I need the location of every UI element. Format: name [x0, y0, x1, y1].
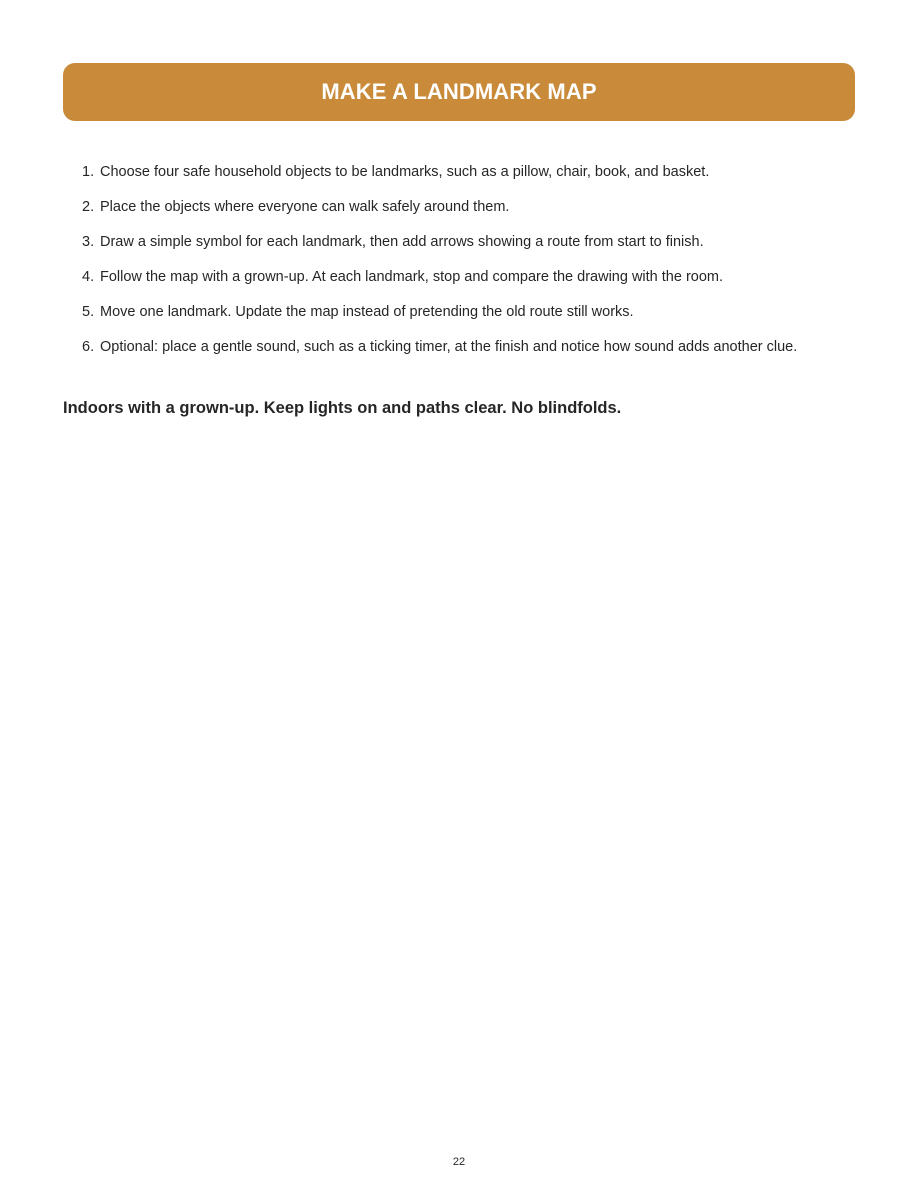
safety-note: Indoors with a grown-up. Keep lights on and paths clear. No blindfolds. — [63, 399, 622, 417]
instruction-list — [82, 163, 832, 373]
step-number: 6. — [82, 339, 95, 355]
list-item — [82, 268, 832, 286]
step-number: 2. — [82, 199, 95, 215]
step-text: Follow the map with a grown-up. At each landmark, stop and compare the drawing with the room. — [100, 269, 724, 285]
list-item — [82, 303, 832, 321]
page-number: 22 — [452, 1156, 466, 1168]
step-number: 1. — [82, 164, 95, 180]
step-text: Choose four safe household objects to be landmarks, such as a pillow, chair, book, and basket. — [100, 164, 710, 180]
list-item — [82, 233, 832, 251]
page-title: MAKE A LANDMARK MAP — [321, 79, 597, 104]
list-item — [82, 198, 832, 216]
step-text: Optional: place a gentle sound, such as a ticking timer, at the finish and notice how sound adds another clue. — [100, 339, 798, 355]
step-number: 5. — [82, 304, 95, 320]
step-number: 4. — [82, 269, 95, 285]
step-text: Draw a simple symbol for each landmark, then add arrows showing a route from start to finish. — [100, 234, 704, 250]
step-text: Place the objects where everyone can walk safely around them. — [100, 199, 510, 215]
title-banner — [63, 63, 855, 121]
list-item — [82, 338, 832, 356]
step-text: Move one landmark. Update the map instead of pretending the old route still works. — [100, 304, 634, 320]
step-number: 3. — [82, 234, 95, 250]
list-item — [82, 163, 832, 181]
